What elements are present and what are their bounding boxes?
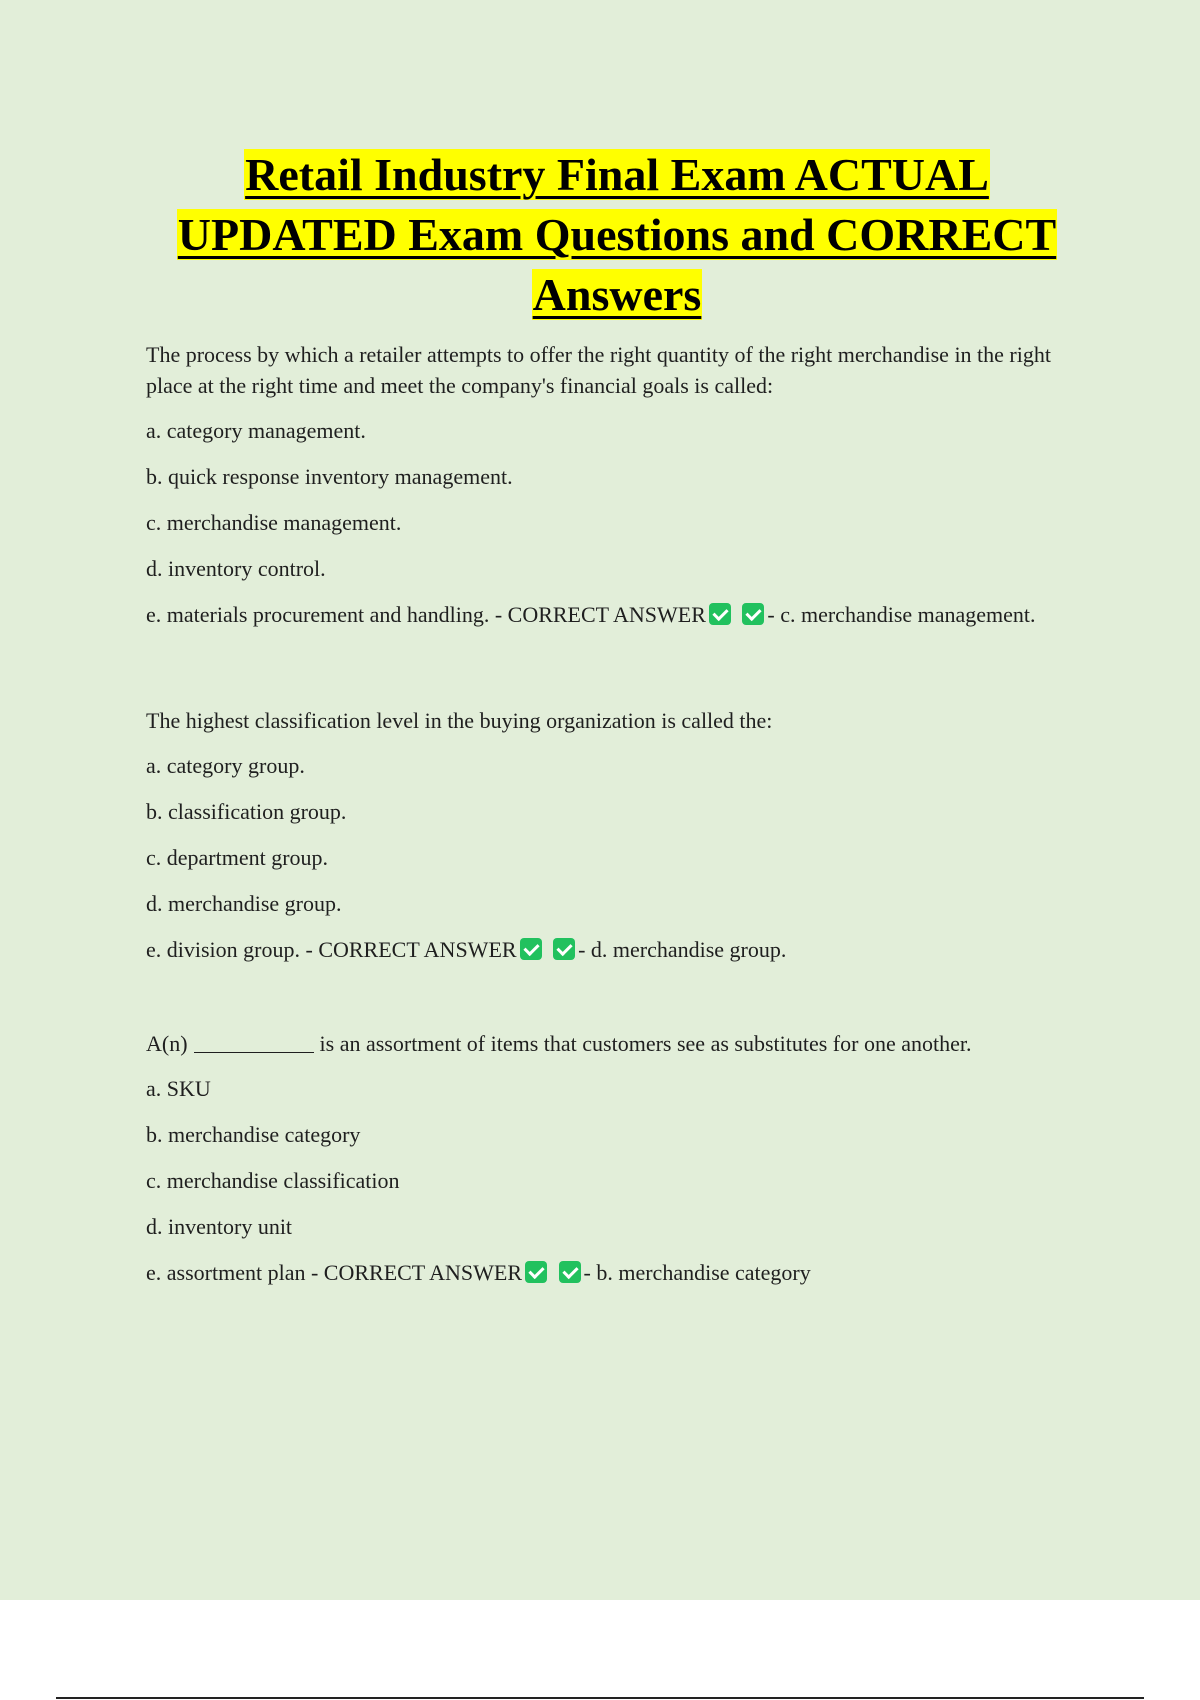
option-a: a. category management. <box>146 418 366 443</box>
option-d: d. inventory unit <box>146 1214 293 1239</box>
check-mark-icon <box>525 1261 547 1283</box>
question-prompt-start: A(n) <box>146 1031 188 1056</box>
title-line-2: UPDATED Exam Questions and CORRECT <box>177 209 1057 260</box>
option-c: c. merchandise management. <box>146 510 402 535</box>
option-c: c. merchandise classification <box>146 1168 400 1193</box>
check-mark-icon <box>553 938 575 960</box>
question-prompt: The highest classification level in the buying organization is called the: <box>146 708 773 733</box>
question-2 <box>146 705 1096 966</box>
option-d: d. merchandise group. <box>146 891 342 916</box>
option-d: d. inventory control. <box>146 556 326 581</box>
question-3 <box>146 1028 1096 1289</box>
option-b: b. quick response inventory management. <box>146 464 513 489</box>
question-1 <box>146 339 1096 631</box>
question-prompt: The process by which a retailer attempts to offer the right quantity of the right merchandise in the right place at the right time and meet the company's financial goals is called: <box>146 342 1051 398</box>
title-line-1: Retail Industry Final Exam ACTUAL <box>245 149 989 200</box>
answer-line <box>146 1257 1096 1289</box>
check-mark-icon <box>520 938 542 960</box>
option-b: b. classification group. <box>146 799 347 824</box>
option-e: e. division group. - CORRECT ANSWER <box>146 937 517 962</box>
option-a: a. category group. <box>146 753 305 778</box>
option-e: e. materials procurement and handling. - CORRECT ANSWER <box>146 602 706 627</box>
fill-in-blank <box>194 1030 314 1053</box>
correct-answer: - b. merchandise category <box>583 1260 811 1285</box>
check-mark-icon <box>742 603 764 625</box>
correct-answer: - c. merchandise management. <box>767 602 1036 627</box>
correct-answer: - d. merchandise group. <box>578 937 787 962</box>
document-content <box>146 145 1096 1325</box>
option-e: e. assortment plan - CORRECT ANSWER <box>146 1260 523 1285</box>
question-prompt <box>146 1028 1096 1059</box>
option-b: b. merchandise category <box>146 1122 361 1147</box>
question-prompt-end: is an assortment of items that customers see as substitutes for one another. <box>319 1031 972 1056</box>
answer-line <box>146 599 1096 631</box>
option-a: a. SKU <box>146 1076 211 1101</box>
check-mark-icon <box>709 603 731 625</box>
footer-divider <box>56 1697 1144 1699</box>
check-mark-icon <box>559 1261 581 1283</box>
answer-line <box>146 934 1096 966</box>
option-c: c. department group. <box>146 845 329 870</box>
document-title <box>138 145 1096 325</box>
title-line-3: Answers <box>532 269 702 320</box>
